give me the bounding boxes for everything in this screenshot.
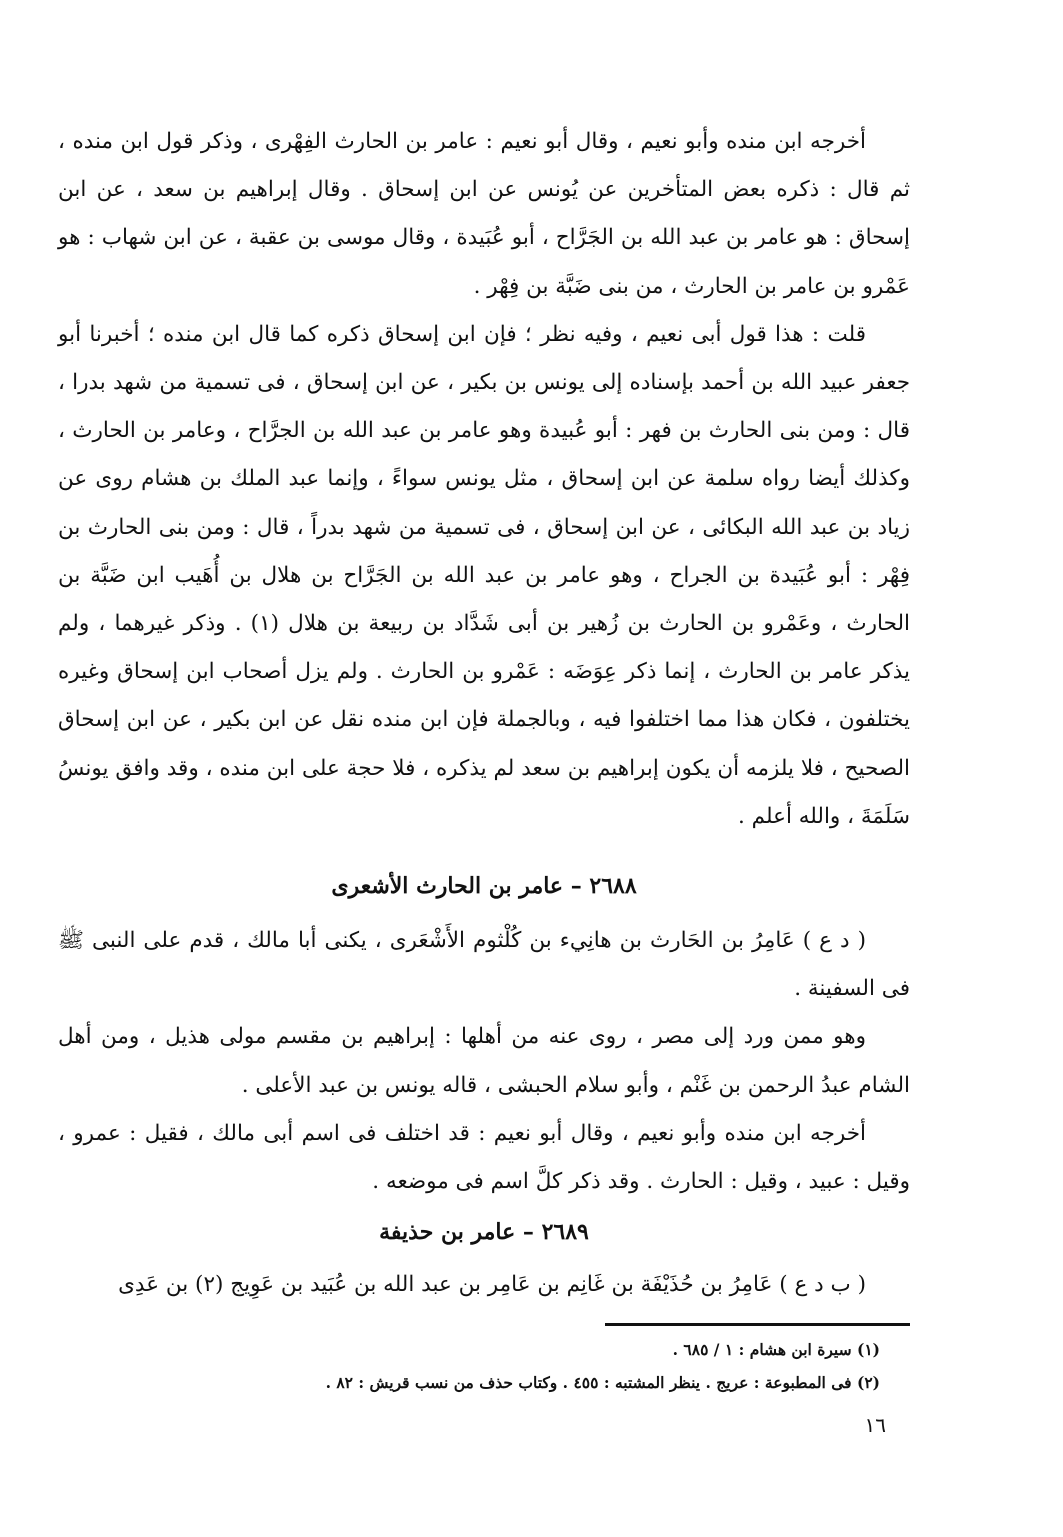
entry-2688-body (58, 917, 910, 1206)
paragraph-takhrij-amir-fihri: أخرجه ابن منده وأبو نعيم ، وقال أبو نعيم : عامر بن الحارث الفِهْرى ، وذكر قول ابن منده ، ثم قال : ذكره بعض المتأخرين عن يُونس عن ابن إسحاق . وقال إبراهيم بن سعد ، عن ابن إسحاق : هو عامر بن عبد الله بن الجَرَّاح ، أبو عُبَيدة ، وقال موسى بن عقبة ، عن ابن شهاب : هو عَمْرو بن عامر بن الحارث ، من بنى ضَبَّة بن فِهْر . (58, 129, 910, 299)
page-number: ١٦ (864, 1413, 886, 1437)
footnotes (150, 1333, 880, 1399)
entry-2689-body (58, 1261, 910, 1309)
paragraph-amir-ashari: ( د ع ) عَامِرُ بن الحَارث بن هانِيء بن كُلْثوم الأَشْعَرى ، يكنى أبا مالك ، قدم على النبى ﷺ فى السفينة . (58, 928, 910, 1002)
footnote-divider (605, 1323, 910, 1326)
footnote-2: (٢) فى المطبوعة : عريج . ينظر المشتبه : ٤٥٥ . وكتاب حذف من نسب قريش : ٨٢ . (325, 1373, 880, 1392)
footnote-1: (١) سيرة ابن هشام : ١ / ٦٨٥ . (672, 1340, 880, 1359)
paragraph-amir-hudhayfa: ( ب د ع ) عَامِرُ بن حُذَيْفَة بن غَانِم بن عَامِر بن عبد الله بن عُبَيد بن عَوِيج (٢) بن عَدِى (118, 1272, 866, 1297)
paragraph-narrators: وهو ممن ورد إلى مصر ، روى عنه من أهلها : إبراهيم بن مقسم مولى هذيل ، ومن أهل الشام عبدُ الرحمن بن غَنْم ، وأبو سلام الحبشى ، قاله يونس بن عبد الأعلى . (58, 1024, 910, 1098)
entry-heading-2689: ٢٦٨٩ – عامر بن حذيفة (379, 1219, 589, 1245)
paragraph-commentary: قلت : هذا قول أبى نعيم ، وفيه نظر ؛ فإن ابن إسحاق ذكره كما قال ابن منده ؛ أخبرنا أبو جعفر عبيد الله بن أحمد بإسناده إلى يونس بن بكير ، عن ابن إسحاق ، فى تسمية من شهد بدرا ، قال : ومن بنى الحارث بن فهر : أبو عُبيدة وهو عامر بن عبد الله بن الجرَّاح ، وعامر بن الحارث ، وكذلك أيضا رواه سلمة عن ابن إسحاق ، مثل يونس سواءً ، وإنما عبد الملك بن هشام روى عن زياد بن عبد الله البكائى ، عن ابن إسحاق ، فى تسمية من شهد بدراً ، قال : ومن بنى الحارث بن فِهْر : أبو عُبَيدة بن الجراح ، وهو عامر بن عبد الله بن الجَرَّاح بن هلال بن أُهَيب ابن ضَبَّة بن الحارث ، وعَمْرو بن الحارث بن زُهير بن أبى شَدَّاد بن ربيعة بن هلال (١) . وذكر غيرهما ، ولم يذكر عامر بن الحارث ، إنما ذكر عِوَضَه : عَمْرو بن الحارث . ولم يزل أصحاب ابن إسحاق وغيره يختلفون ، فكان هذا مما اختلفوا فيه ، وبالجملة فإن ابن منده نقل عن ابن بكير ، عن ابن إسحاق الصحيح ، فلا يلزمه أن يكون إبراهيم بن سعد لم يذكره ، فلا حجة على ابن منده ، وقد وافق يونسُ سَلَمَةَ ، والله أعلم . (58, 321, 911, 829)
main-text-top (58, 118, 910, 841)
paragraph-takhrij-abu-malik: أخرجه ابن منده وأبو نعيم ، وقال أبو نعيم : قد اختلف فى اسم أبى مالك ، فقيل : عمرو ، وقيل : عبيد ، وقيل : الحارث . وقد ذكر كلَّ اسم فى موضعه . (58, 1120, 910, 1195)
entry-heading-2688: ٢٦٨٨ – عامر بن الحارث الأشعرى (331, 873, 637, 899)
